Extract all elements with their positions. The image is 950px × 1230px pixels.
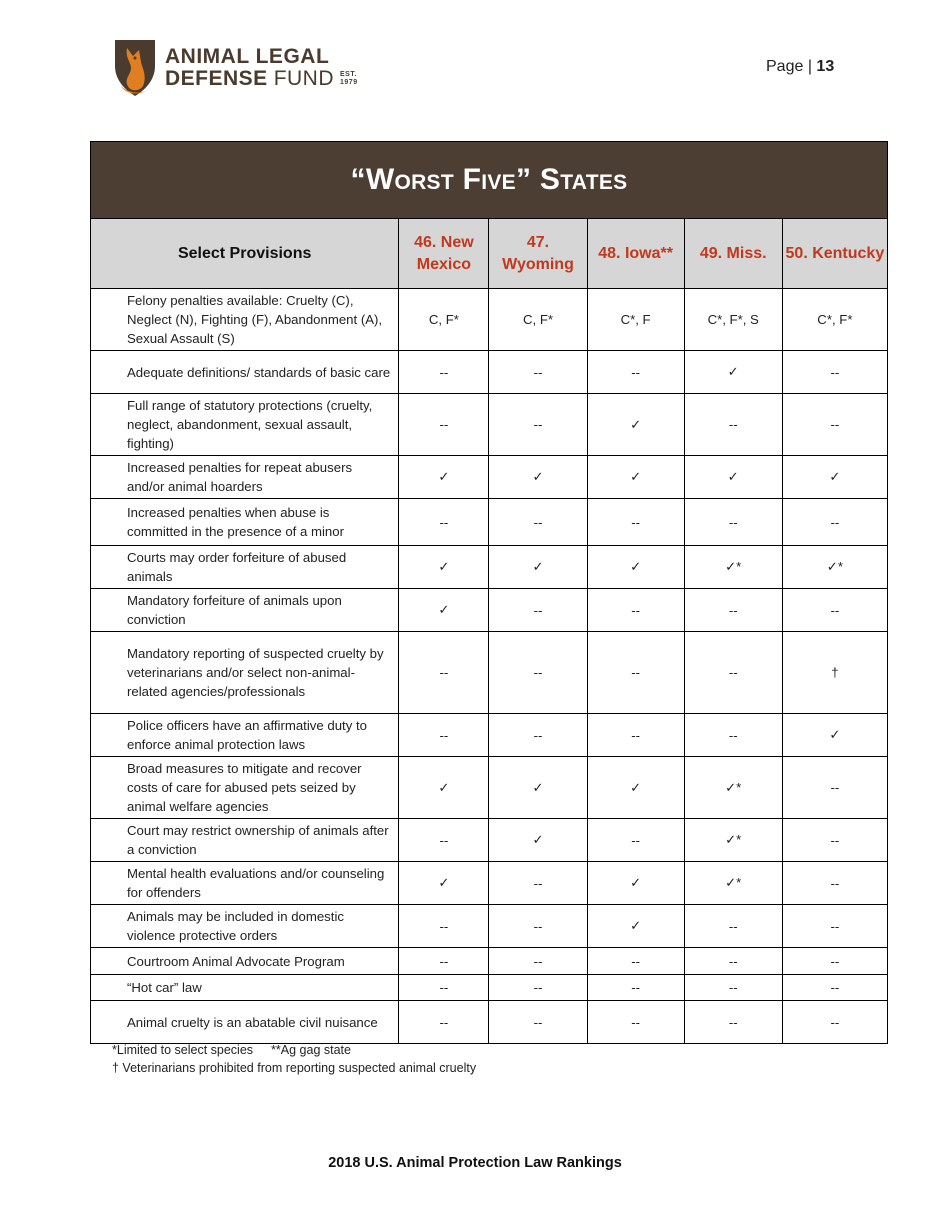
table-row [91,546,888,589]
value-cell: ✓ [587,757,684,819]
value-cell: ✓ [399,589,489,632]
table-row [91,975,888,1001]
value-cell: ✓ [399,546,489,589]
logo-est [340,71,358,89]
table-row [91,757,888,819]
value-cell: ✓ [399,862,489,905]
value-cell: -- [489,862,587,905]
value-cell: -- [684,948,782,975]
logo-fund: FUND [273,66,335,90]
footnote-select-species: *Limited to select species [112,1043,254,1057]
value-cell: -- [684,1001,782,1044]
logo-line-2 [165,68,358,89]
value-cell: ✓* [782,546,887,589]
value-cell: ✓ [684,351,782,394]
value-cell: † [782,632,887,714]
value-cell: -- [587,499,684,546]
table-row [91,632,888,714]
value-cell: -- [587,948,684,975]
provision-cell: Courts may order forfeiture of abused animals [91,546,399,589]
value-cell: -- [489,589,587,632]
provision-cell: Felony penalties available: Cruelty (C), Neglect (N), Fighting (F), Abandonment (A), Sexual Assault (S) [91,289,399,351]
footnote-veterinarians: † Veterinarians prohibited from reporting suspected animal cruelty [112,1061,477,1075]
value-cell: ✓ [489,819,587,862]
table-row [91,289,888,351]
provision-cell: Animal cruelty is an abatable civil nuisance [91,1001,399,1044]
table-row [91,819,888,862]
value-cell: ✓ [587,546,684,589]
value-cell: -- [489,714,587,757]
value-cell: C*, F* [782,289,887,351]
value-cell: -- [782,905,887,948]
table-row [91,862,888,905]
value-cell: ✓* [684,862,782,905]
value-cell: -- [489,905,587,948]
value-cell: -- [782,975,887,1001]
value-cell: -- [684,589,782,632]
column-header-iowa: 48. Iowa** [587,219,684,289]
worst-five-states-table [90,141,888,1044]
value-cell: -- [684,394,782,456]
value-cell: ✓ [489,456,587,499]
value-cell: ✓ [587,394,684,456]
value-cell: -- [782,948,887,975]
value-cell: -- [399,905,489,948]
table-row [91,589,888,632]
value-cell: -- [587,1001,684,1044]
provision-cell: “Hot car” law [91,975,399,1001]
value-cell: -- [587,714,684,757]
value-cell: -- [782,394,887,456]
logo-defense: DEFENSE [165,66,268,90]
column-header-mississippi: 49. Miss. [684,219,782,289]
value-cell: ✓ [587,862,684,905]
provision-cell: Broad measures to mitigate and recover costs of care for abused pets seized by animal welfare agencies [91,757,399,819]
value-cell: -- [587,351,684,394]
value-cell: -- [782,819,887,862]
value-cell: ✓ [587,456,684,499]
fox-shield-icon [113,36,157,98]
value-cell: -- [782,757,887,819]
column-header-kentucky: 50. Kentucky [782,219,887,289]
value-cell: -- [684,632,782,714]
value-cell: -- [399,394,489,456]
value-cell: ✓ [782,714,887,757]
provision-cell: Police officers have an affirmative duty to enforce animal protection laws [91,714,399,757]
value-cell: -- [399,632,489,714]
value-cell: -- [399,351,489,394]
table-header-row [91,219,888,289]
page-number [766,58,834,76]
value-cell: -- [399,1001,489,1044]
table-row [91,499,888,546]
table-row [91,714,888,757]
footnote-ag-gag: **Ag gag state [271,1043,351,1057]
value-cell: -- [587,632,684,714]
value-cell: -- [684,714,782,757]
value-cell: -- [684,975,782,1001]
table-row [91,948,888,975]
table-row [91,1001,888,1044]
value-cell: ✓ [489,757,587,819]
value-cell: -- [399,975,489,1001]
value-cell: -- [587,819,684,862]
value-cell: -- [399,499,489,546]
value-cell: -- [489,975,587,1001]
aldf-logo [113,36,358,98]
provision-cell: Mental health evaluations and/or counseling for offenders [91,862,399,905]
logo-est-label: EST. [340,70,357,78]
provision-cell: Courtroom Animal Advocate Program [91,948,399,975]
value-cell: -- [587,589,684,632]
provision-cell: Full range of statutory protections (cruelty, neglect, abandonment, sexual assault, fighting) [91,394,399,456]
provision-cell: Mandatory reporting of suspected cruelty by veterinarians and/or select non-animal-related agencies/professionals [91,632,399,714]
footnotes [112,1041,476,1077]
value-cell: -- [782,589,887,632]
column-header-provisions: Select Provisions [91,219,399,289]
provision-cell: Court may restrict ownership of animals after a conviction [91,819,399,862]
value-cell: ✓ [782,456,887,499]
value-cell: -- [489,632,587,714]
table-row [91,351,888,394]
value-cell: -- [489,948,587,975]
value-cell: -- [399,714,489,757]
value-cell: -- [684,905,782,948]
table-row [91,394,888,456]
column-header-new-mexico: 46. New Mexico [399,219,489,289]
value-cell: -- [399,948,489,975]
value-cell: -- [782,1001,887,1044]
value-cell: -- [489,499,587,546]
logo-est-year: 1979 [340,78,358,86]
table-title: “Worst Five” States [91,142,888,219]
value-cell: C*, F [587,289,684,351]
value-cell: -- [399,819,489,862]
page-footer: 2018 U.S. Animal Protection Law Rankings [328,1155,622,1171]
value-cell: C, F* [489,289,587,351]
value-cell: -- [489,394,587,456]
value-cell: ✓ [489,546,587,589]
column-header-wyoming: 47. Wyoming [489,219,587,289]
provision-cell: Animals may be included in domestic violence protective orders [91,905,399,948]
provision-cell: Increased penalties for repeat abusers and/or animal hoarders [91,456,399,499]
table-row [91,456,888,499]
value-cell: -- [782,862,887,905]
provision-cell: Mandatory forfeiture of animals upon conviction [91,589,399,632]
value-cell: ✓ [587,905,684,948]
value-cell: C*, F*, S [684,289,782,351]
value-cell: -- [782,499,887,546]
value-cell: -- [489,351,587,394]
provision-cell: Adequate definitions/ standards of basic care [91,351,399,394]
page-label: Page | [766,58,812,75]
value-cell: -- [684,499,782,546]
value-cell: ✓* [684,819,782,862]
table-row [91,905,888,948]
page-number-value: 13 [816,58,835,75]
value-cell: -- [587,975,684,1001]
value-cell: C, F* [399,289,489,351]
value-cell: ✓* [684,757,782,819]
value-cell: ✓ [399,456,489,499]
value-cell: ✓ [684,456,782,499]
value-cell: ✓ [399,757,489,819]
logo-line-1: ANIMAL LEGAL [165,44,330,68]
value-cell: -- [489,1001,587,1044]
value-cell: ✓* [684,546,782,589]
provision-cell: Increased penalties when abuse is committed in the presence of a minor [91,499,399,546]
value-cell: -- [782,351,887,394]
